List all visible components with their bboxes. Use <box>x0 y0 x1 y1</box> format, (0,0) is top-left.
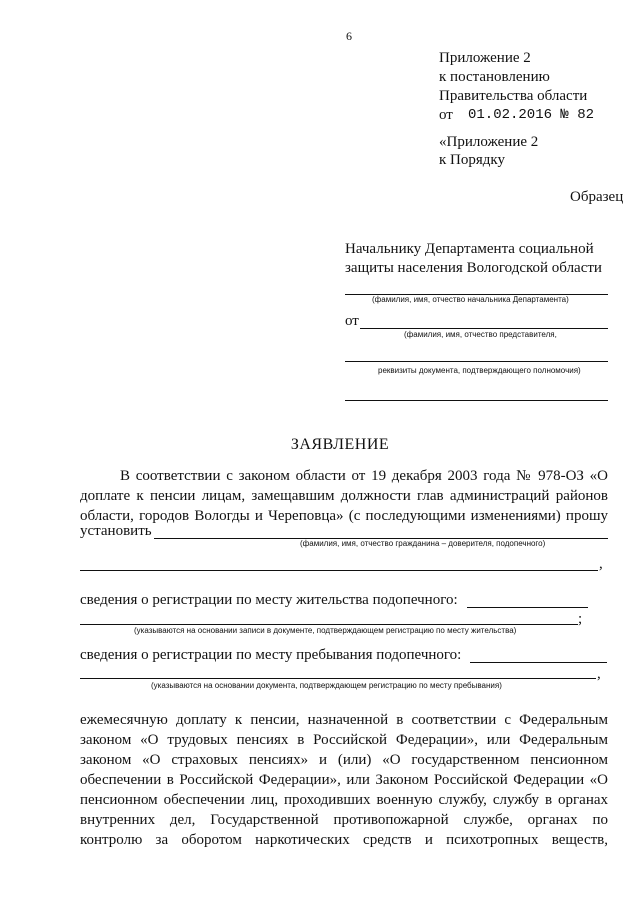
para1-line-3: области, городов Вологды и Череповца» (с последующими изменениями) прошу <box>80 508 608 524</box>
representative-name-field <box>360 328 608 329</box>
order-annex-line-2: к Порядку <box>439 152 505 168</box>
hint-representative: (фамилия, имя, отчество представителя, <box>404 330 557 339</box>
grantor-continuation-field <box>80 570 598 571</box>
para1-line-4: установить <box>80 523 152 539</box>
stay-field <box>470 662 607 663</box>
extra-field <box>345 400 608 401</box>
stay-label: сведения о регистрации по месту пребывания подопечного: <box>80 647 462 663</box>
document-title: ЗАЯВЛЕНИЕ <box>290 436 390 453</box>
para2-line: пенсионном обеспечении лиц, проходивших военную службу, службу в органах <box>80 792 608 808</box>
residence-label: сведения о регистрации по месту жительства подопечного: <box>80 592 458 608</box>
para2-line: законом «О трудовых пенсиях в Российской Федерации», или Федеральным <box>80 732 608 748</box>
hint-grantor: (фамилия, имя, отчество гражданина – доверителя, подопечного) <box>300 539 546 548</box>
sample-label: Образец <box>570 189 624 205</box>
annex-line-1: Приложение 2 <box>439 50 531 66</box>
page-number: 6 <box>346 29 352 43</box>
para2-line: внутренних дел, Государственной противопожарной службе, органах по <box>80 812 608 828</box>
residence-field-continuation <box>80 624 578 625</box>
para1-line-1: В соответствии с законом области от 19 декабря 2003 года № 978-ОЗ «О <box>120 468 608 484</box>
hint-head: (фамилия, имя, отчество начальника Департамента) <box>372 295 569 304</box>
para2-line: законом «О страховых пенсиях» и (или) «О государственном пенсионном <box>80 752 608 768</box>
hint-residence: (указываются на основании записи в документе, подтверждающем регистрацию по месту жительства) <box>134 626 517 635</box>
hint-stay: (указываются на основании документа, подтверждающем регистрацию по месту пребывания) <box>151 681 502 690</box>
para1-line-2: доплате к пенсии лицам, замещавшим должности глав администраций районов <box>80 488 608 504</box>
comma-1: , <box>599 556 603 572</box>
comma-2: , <box>597 666 601 682</box>
para2-line: контролю за оборотом наркотических средств и психотропных веществ, <box>80 832 608 848</box>
from-word: от <box>345 313 359 329</box>
requisites-field <box>345 361 608 362</box>
annex-date-number: 01.02.2016 № 82 <box>468 107 595 123</box>
annex-from-word: от <box>439 107 453 123</box>
annex-line-2: к постановлению <box>439 69 550 85</box>
para2-line: ежемесячную доплату к пенсии, назначенной в соответствии с Федеральным <box>80 712 608 728</box>
order-annex-line-1: «Приложение 2 <box>439 134 539 150</box>
annex-line-3: Правительства области <box>439 88 588 104</box>
addressee-line-2: защиты населения Вологодской области <box>345 260 602 276</box>
hint-requisites: реквизиты документа, подтверждающего полномочия) <box>378 366 581 375</box>
semicolon: ; <box>578 611 583 627</box>
stay-field-continuation <box>80 678 596 679</box>
para2-line: обеспечении в Российской Федерации», или Законом Российской Федерации «О <box>80 772 608 788</box>
addressee-line-1: Начальнику Департамента социальной <box>345 241 594 257</box>
residence-field <box>467 607 588 608</box>
